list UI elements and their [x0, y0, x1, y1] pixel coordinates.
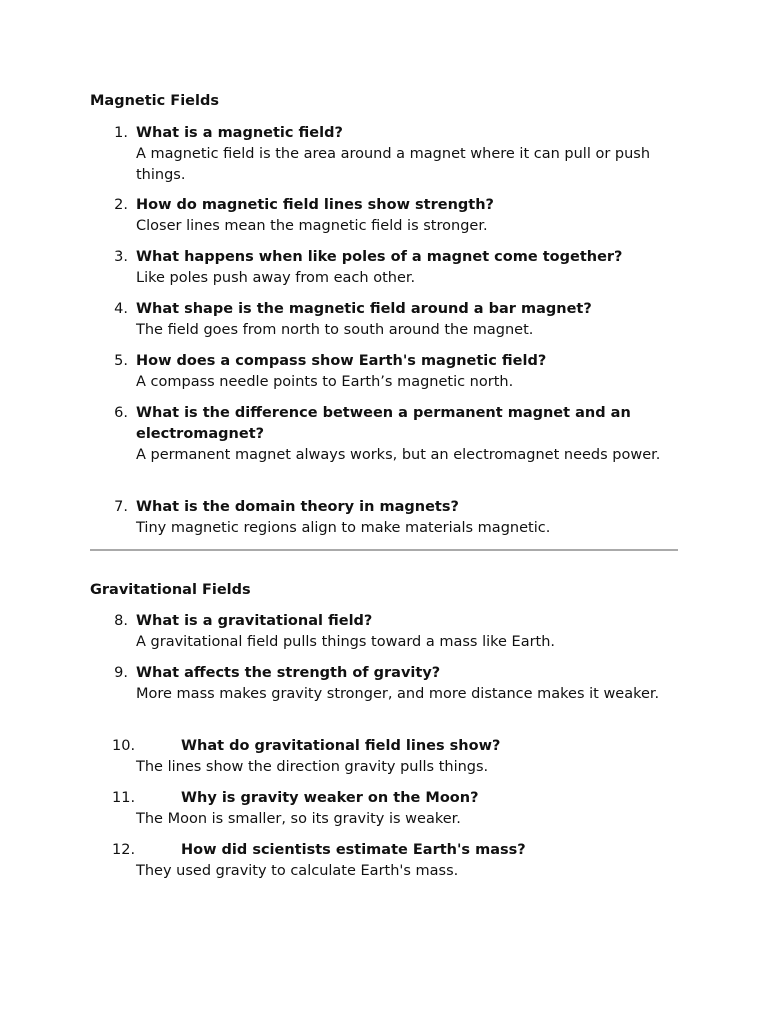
question: What is the domain theory in magnets?	[136, 499, 459, 515]
item-number: 7.	[114, 499, 128, 515]
question: What is a magnetic field?	[136, 125, 343, 141]
question: What is a gravitational field?	[136, 613, 373, 629]
item-number: 3.	[114, 249, 128, 265]
item-number: 1.	[114, 125, 128, 141]
question: How did scientists estimate Earth's mass?	[181, 842, 526, 858]
item-number: 9.	[114, 665, 128, 681]
answer: More mass makes gravity stronger, and more distance makes it weaker.	[136, 686, 660, 702]
answer: They used gravity to calculate Earth's mass.	[136, 863, 459, 879]
question: What happens when like poles of a magnet come together?	[136, 249, 623, 265]
item-number: 11.	[112, 790, 136, 806]
question: What is the difference between a permanent magnet and an electromagnet?	[136, 405, 631, 442]
answer: A compass needle points to Earth’s magnetic north.	[136, 374, 514, 390]
item-number: 4.	[114, 301, 128, 317]
question: What do gravitational field lines show?	[181, 738, 501, 754]
section-title-magnetic-fields: Magnetic Fields	[90, 93, 219, 109]
item-number: 6.	[114, 405, 128, 421]
section-divider	[90, 549, 678, 551]
answer: The field goes from north to south around the magnet.	[136, 322, 534, 338]
question: What shape is the magnetic field around a bar magnet?	[136, 301, 592, 317]
answer: A magnetic field is the area around a magnet where it can pull or push things.	[136, 146, 651, 183]
item-number: 10.	[112, 738, 136, 754]
item-number: 2.	[114, 197, 128, 213]
answer: A permanent magnet always works, but an electromagnet needs power.	[136, 447, 661, 463]
item-number: 8.	[114, 613, 128, 629]
answer: The Moon is smaller, so its gravity is weaker.	[136, 811, 461, 827]
question: How do magnetic field lines show strength?	[136, 197, 494, 213]
answer: Like poles push away from each other.	[136, 270, 416, 286]
section-title-gravitational-fields: Gravitational Fields	[90, 582, 251, 598]
question: What affects the strength of gravity?	[136, 665, 441, 681]
question: How does a compass show Earth's magnetic field?	[136, 353, 547, 369]
item-number: 5.	[114, 353, 128, 369]
answer: Closer lines mean the magnetic field is stronger.	[136, 218, 488, 234]
answer: Tiny magnetic regions align to make materials magnetic.	[136, 520, 551, 536]
answer: A gravitational field pulls things toward a mass like Earth.	[136, 634, 556, 650]
question: Why is gravity weaker on the Moon?	[181, 790, 479, 806]
answer: The lines show the direction gravity pulls things.	[136, 759, 489, 775]
item-number: 12.	[112, 842, 136, 858]
